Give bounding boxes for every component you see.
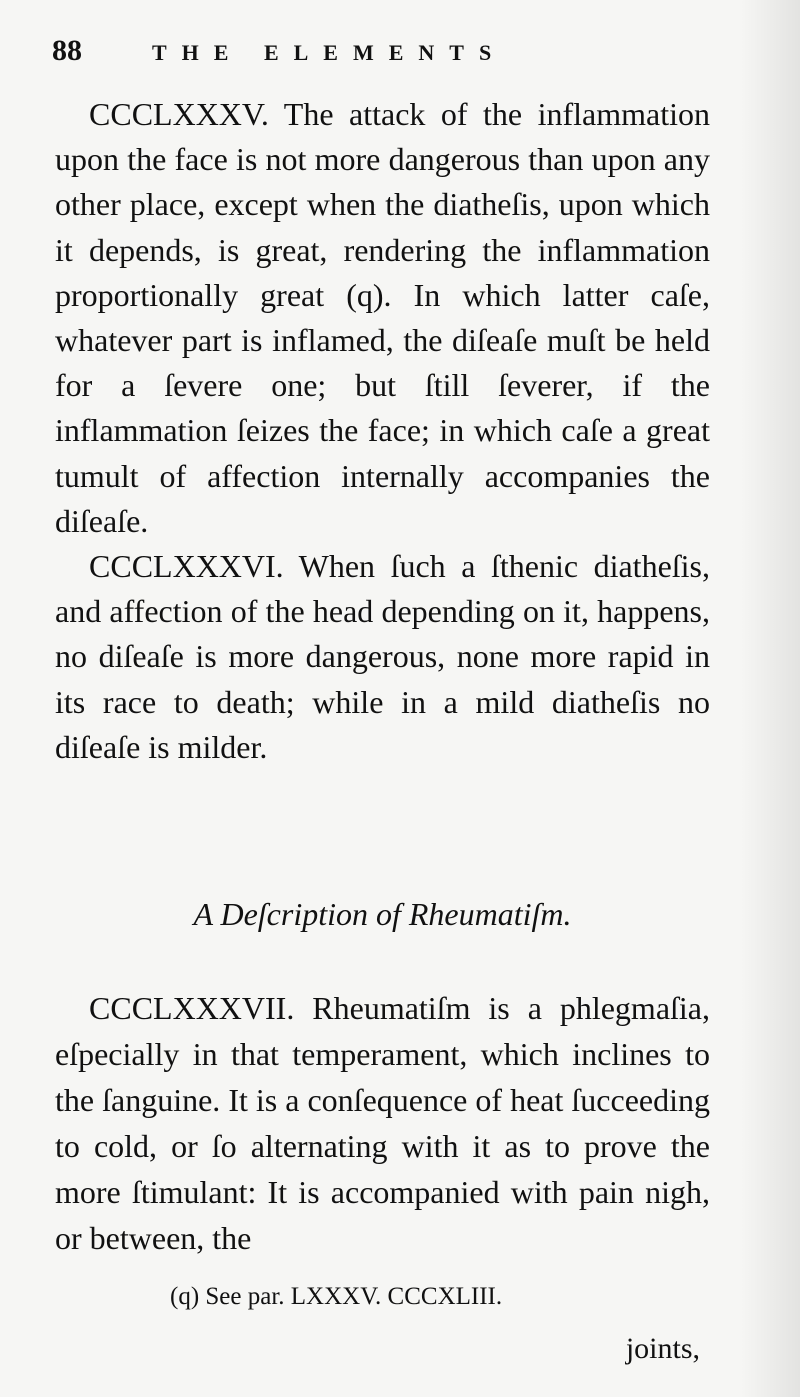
- body-text: [55, 92, 710, 770]
- page-number: 88: [52, 34, 82, 67]
- page-header: [52, 34, 692, 74]
- paragraph-ccclxxxvii: CCCLXXXVII. Rheumatiſm is a phlegmaſia, eſpecially in that temperament, which inclines to the ſanguine. It is a conſequence of heat ſucceeding to cold, or ſo alternating with it as to prove the more ſtimulant: It is accompanied with pain nigh, or between, the: [55, 990, 710, 1256]
- footnote: (q) See par. LXXXV. CCCXLIII.: [170, 1283, 503, 1310]
- catchword: joints,: [625, 1332, 700, 1365]
- paragraph-ccclxxxvi: CCCLXXXVI. When ſuch a ſthenic diatheſis, and affection of the head depending on it, happens, no diſeaſe is more dangerous, none more rapid in its race to death; while in a mild diatheſis no diſeaſe is milder.: [55, 548, 710, 765]
- running-head: THE ELEMENTS: [152, 40, 507, 65]
- section-heading: A Deſcription of Rheumatiſm.: [193, 896, 572, 932]
- scan-edge-shadow: [740, 0, 800, 1397]
- paragraph-ccclxxxv: CCCLXXXV. The attack of the inflammation upon the face is not more dangerous than upon any other place, except when the diatheſis, upon which it depends, is great, rendering the inflammation proportionally great (q). In which latter caſe, whatever part is inflamed, the diſeaſe muſt be held for a ſevere one; but ſtill ſeverer, if the inflammation ſeizes the face; in which caſe a great tumult of affection internally accompanies the diſeaſe.: [55, 96, 710, 539]
- body-text-continued: [55, 985, 710, 1261]
